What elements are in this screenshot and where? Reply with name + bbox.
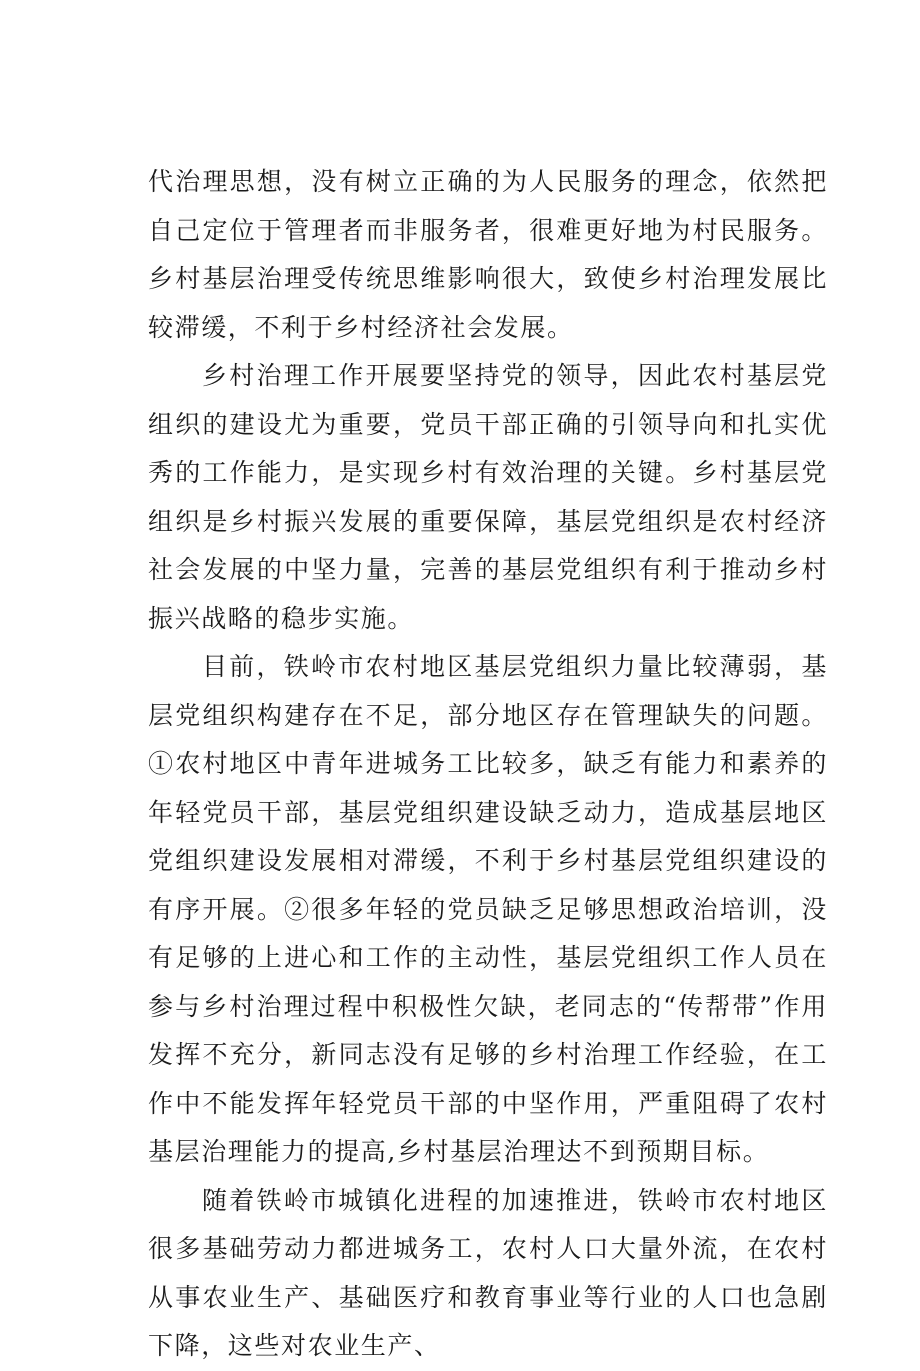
- document-body: [148, 158, 828, 1371]
- paragraph-4: 随着铁岭市城镇化进程的加速推进，铁岭市农村地区很多基础劳动力都进城务工，农村人口大量外流，在农村从事农业生产、基础医疗和教育事业等行业的人口也急剧下降，这些对农业生产、: [148, 1185, 828, 1360]
- paragraph-1: 代治理思想，没有树立正确的为人民服务的理念，依然把自己定位于管理者而非服务者，很难更好地为村民服务。乡村基层治理受传统思维影响很大，致使乡村治理发展比较滞缓，不利于乡村经济社会发展。: [148, 167, 828, 342]
- paragraph-2: 乡村治理工作开展要坚持党的领导，因此农村基层党组织的建设尤为重要，党员干部正确的引领导向和扎实优秀的工作能力，是实现乡村有效治理的关键。乡村基层党组织是乡村振兴发展的重要保障，基层党组织是农村经济社会发展的中坚力量，完善的基层党组织有利于推动乡村振兴战略的稳步实施。: [148, 361, 828, 633]
- paragraph-3: 目前，铁岭市农村地区基层党组织力量比较薄弱，基层党组织构建存在不足，部分地区存在管理缺失的问题。①农村地区中青年进城务工比较多，缺乏有能力和素养的年轻党员干部，基层党组织建设缺乏动力，造成基层地区党组织建设发展相对滞缓，不利于乡村基层党组织建设的有序开展。②很多年轻的党员缺乏足够思想政治培训，没有足够的上进心和工作的主动性，基层党组织工作人员在参与乡村治理过程中积极性欠缺，老同志的“传帮带”作用发挥不充分，新同志没有足够的乡村治理工作经验，在工作中不能发挥年轻党员干部的中坚作用，严重阻碍了农村基层治理能力的提高,乡村基层治理达不到预期目标。: [148, 652, 828, 1166]
